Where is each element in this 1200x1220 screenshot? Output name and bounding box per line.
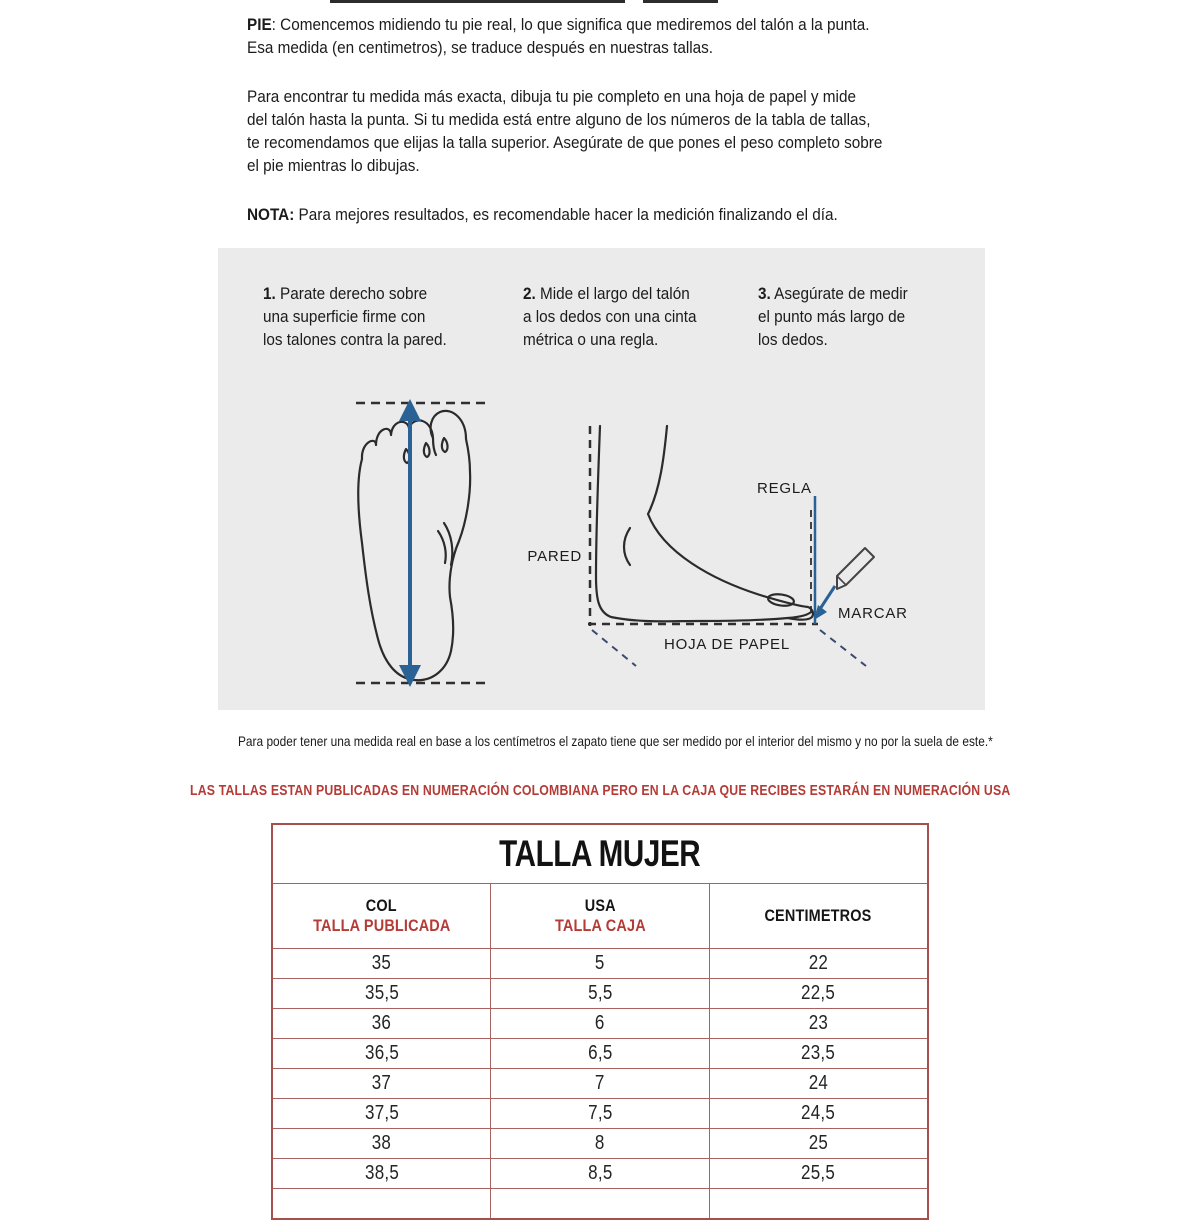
table-row	[272, 949, 928, 979]
table-cell	[272, 1189, 491, 1220]
hoja-de-papel-label: HOJA DE PAPEL	[664, 636, 790, 653]
table-cell: 23,5	[709, 1039, 928, 1069]
table-cell: 22,5	[709, 979, 928, 1009]
col-header-col: COL TALLA PUBLICADA	[272, 884, 491, 949]
size-table	[271, 823, 929, 1220]
pencil-icon	[837, 548, 874, 589]
table-cell: 7,5	[491, 1099, 710, 1129]
table-row	[272, 1189, 928, 1220]
size-table-body	[272, 949, 928, 1220]
foot-outline-icon	[358, 411, 470, 680]
table-cell: 38,5	[272, 1159, 491, 1189]
foot-sole-diagram	[348, 393, 498, 693]
table-row	[272, 979, 928, 1009]
table-cell: 6,5	[491, 1039, 710, 1069]
table-cell: 37	[272, 1069, 491, 1099]
table-cell: 25,5	[709, 1159, 928, 1189]
paragraph-pie: PIE: Comencemos midiendo tu pie real, lo que significa que mediremos del talón a la punta. Esa medida (en centimetros), se traduce después en nuestras tallas.	[247, 15, 870, 57]
pie-label: PIE	[247, 15, 272, 34]
table-cell: 22	[709, 949, 928, 979]
measurement-diagram-panel	[218, 248, 985, 710]
table-cell: 25	[709, 1129, 928, 1159]
table-cell: 8,5	[491, 1159, 710, 1189]
paragraph-nota: NOTA: Para mejores resultados, es recomendable hacer la medición finalizando el día.	[247, 205, 838, 224]
foot-side-outline-icon	[596, 426, 813, 621]
table-cell: 35,5	[272, 979, 491, 1009]
table-cell: 37,5	[272, 1099, 491, 1129]
sizing-notice: LAS TALLAS ESTAN PUBLICADAS EN NUMERACIÓN COLOMBIANA PERO EN LA CAJA QUE RECIBES ESTARÁN EN NUMERACIÓN USA	[189, 782, 1011, 799]
table-header-row	[272, 884, 928, 949]
table-title-row	[272, 824, 928, 884]
table-row	[272, 1069, 928, 1099]
table-row	[272, 1039, 928, 1069]
marcar-arrow-icon	[814, 586, 835, 620]
table-row	[272, 1129, 928, 1159]
table-cell: 38	[272, 1129, 491, 1159]
footnote: Para poder tener una medida real en base a los centímetros el zapato tiene que ser medido por el interior del mismo y no por la suela de este.*	[238, 733, 993, 749]
paragraph-instructions: Para encontrar tu medida más exacta, dibuja tu pie completo en una hoja de papel y mide del talón hasta la punta. Si tu medida está entre alguno de los números de la tabla de tallas, te recomendamos que elijas la talla superior. Asegúrate de que pones el peso completo sobre el pie mientras lo dibujas.	[247, 87, 883, 175]
table-cell: 24	[709, 1069, 928, 1099]
table-cell: 24,5	[709, 1099, 928, 1129]
table-row	[272, 1009, 928, 1039]
table-cell	[491, 1189, 710, 1220]
table-cell: 5	[491, 949, 710, 979]
table-cell: 6	[491, 1009, 710, 1039]
table-title: TALLA MUJER	[272, 824, 928, 884]
table-cell: 8	[491, 1129, 710, 1159]
pared-label: PARED	[527, 548, 582, 565]
table-cell: 23	[709, 1009, 928, 1039]
col-header-usa: USA TALLA CAJA	[491, 884, 710, 949]
intro-text	[247, 13, 937, 252]
length-arrow-icon	[399, 399, 421, 687]
table-cell: 36,5	[272, 1039, 491, 1069]
cropped-heading-remnant	[330, 0, 625, 3]
regla-label: REGLA	[757, 480, 812, 497]
table-cell: 35	[272, 949, 491, 979]
table-row	[272, 1099, 928, 1129]
step-3: 3. Asegúrate de medir el punto más largo de los dedos.	[758, 284, 908, 349]
table-cell	[709, 1189, 928, 1220]
nota-label: NOTA:	[247, 205, 295, 224]
step-1: 1. Parate derecho sobre una superficie firme con los talones contra la pared.	[263, 284, 447, 349]
table-cell: 36	[272, 1009, 491, 1039]
step-2: 2. Mide el largo del talón a los dedos con una cinta métrica o una regla.	[523, 284, 697, 349]
table-row	[272, 1159, 928, 1189]
table-cell: 5,5	[491, 979, 710, 1009]
foot-side-diagram	[518, 418, 918, 678]
table-cell: 7	[491, 1069, 710, 1099]
marcar-label: MARCAR	[838, 605, 908, 622]
cropped-heading-remnant	[643, 0, 718, 3]
col-header-centimetros: CENTIMETROS	[709, 884, 928, 949]
